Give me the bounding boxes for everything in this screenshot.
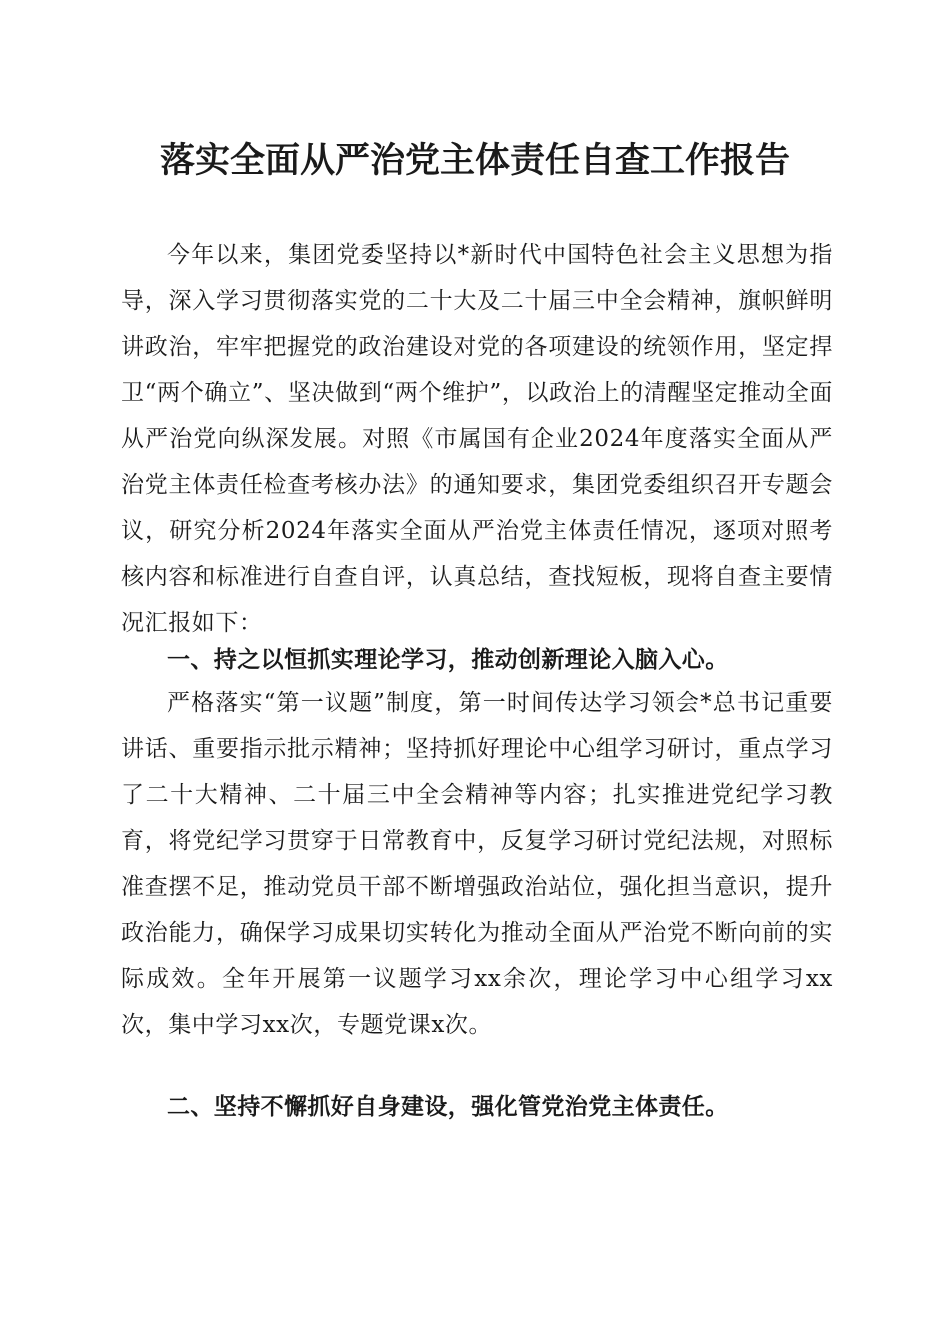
section-1-heading: 一、持之以恒抓实理论学习，推动创新理论入脑入心。 (167, 647, 729, 673)
section-1-paragraph: 严格落实“第一议题”制度，第一时间传达学习领会*总书记重要讲话、重要指示批示精神；坚持抓好理论中心组学习研讨，重点学习了二十大精神、二十届三中全会精神等内容；扎实推进党纪学习教育，将党纪学习贯穿于日常教育中，反复学习研讨党纪法规，对照标准查摆不足，推动党员干部不断增强政治站位，强化担当意识，提升政治能力，确保学习成果切实转化为推动全面从严治党不断向前的实际成效。全年开展第一议题学习xx余次，理论学习中心组学习xx次，集中学习xx次，专题党课x次。 (121, 690, 833, 1038)
section-2-heading: 二、坚持不懈抓好自身建设，强化管党治党主体责任。 (167, 1094, 729, 1120)
document-title: 落实全面从严治党主体责任自查工作报告 (159, 140, 790, 181)
section-1-body (121, 680, 833, 1048)
intro-paragraph: 今年以来，集团党委坚持以*新时代中国特色社会主义思想为指导，深入学习贯彻落实党的二十大及二十届三中全会精神，旗帜鲜明讲政治，牢牢把握党的政治建设对党的各项建设的统领作用，坚定捍卫“两个确立”、坚决做到“两个维护”，以政治上的清醒坚定推动全面从严治党向纵深发展。对照《市属国有企业2024年度落实全面从严治党主体责任检查考核办法》的通知要求，集团党委组织召开专题会议，研究分析2024年落实全面从严治党主体责任情况，逐项对照考核内容和标准进行自查自评，认真总结，查找短板，现将自查主要情况汇报如下： (121, 242, 833, 636)
intro-section (121, 232, 833, 646)
section-1 (121, 637, 833, 683)
section-2 (121, 1084, 833, 1130)
